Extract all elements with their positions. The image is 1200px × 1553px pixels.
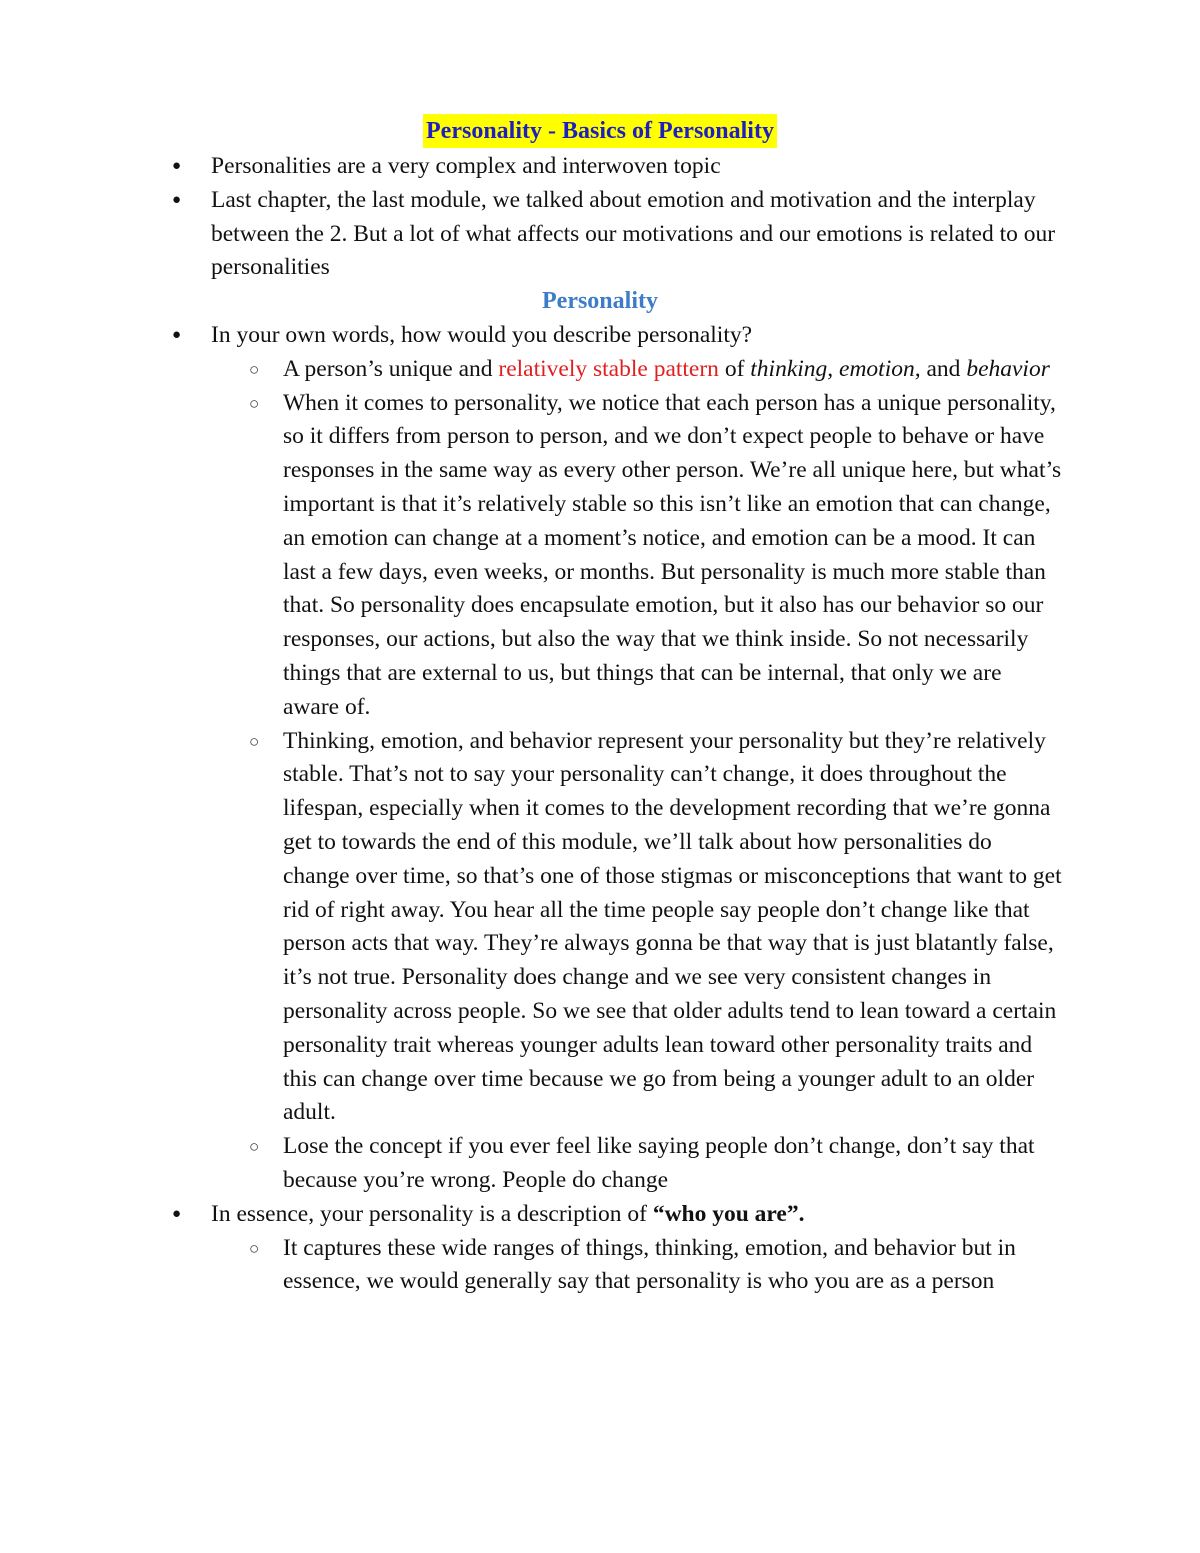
- sub-bullet-icon: ○: [249, 1238, 260, 1258]
- definition-text: of: [718, 355, 751, 382]
- title-line: [0, 114, 1200, 148]
- document-body: [0, 150, 1200, 1299]
- essence-bold: “who you are”.: [652, 1200, 805, 1227]
- sub-list-item: [0, 353, 1063, 387]
- list-item: [0, 1198, 1071, 1232]
- sub-list-item-text: It captures these wide ranges of things, thinking, emotion, and behavior but in essence, we would generally say that personality is who you are as a person: [283, 1234, 1016, 1295]
- sub-list-item: [0, 1130, 1063, 1198]
- sub-bullet-icon: ○: [249, 393, 260, 413]
- sub-list-item: [0, 1232, 1063, 1300]
- sub-list-item: [0, 387, 1063, 725]
- definition-text: A person’s unique and: [283, 355, 499, 382]
- question-text: In your own words, how would you describe personality?: [211, 321, 753, 348]
- sub-bullet-icon: ○: [249, 359, 260, 379]
- bullet-icon: ●: [172, 1205, 182, 1222]
- list-item: [0, 184, 1071, 285]
- list-item: [0, 319, 1071, 353]
- sub-bullet-icon: ○: [249, 731, 260, 751]
- sub-list-item: [0, 725, 1063, 1131]
- list-item: [0, 150, 1071, 184]
- definition-text: and: [920, 355, 967, 382]
- list-item-text: Personalities are a very complex and interwoven topic: [211, 153, 721, 179]
- bullet-icon: ●: [172, 326, 182, 343]
- list-item-text: Last chapter, the last module, we talked about emotion and motivation and the interplay between the 2. But a lot of what affects our motivations and our emotions is related to our personalities: [211, 186, 1056, 281]
- section-heading: Personality: [542, 288, 658, 315]
- bullet-icon: ●: [172, 158, 182, 174]
- sub-list-item-text: When it comes to personality, we notice that each person has a unique personality, so it differs from person to person, and we don’t expect people to behave or have responses in the same way as every other person. We’re all unique here, but what’s important is that it’s relatively stable so this isn’t like an emotion that can change, an emotion can change at a moment’s notice, and emotion can be a mood. It can last a few days, even weeks, or months. But personality is much more stable than that. So personality does encapsulate emotion, but it also has our behavior so our responses, our actions, but also the way that we think inside. So not necessarily things that are external to us, but things that can be internal, that only we are aware of.: [283, 389, 1062, 720]
- sub-list-item-text: Lose the concept if you ever feel like saying people don’t change, don’t say that because you’re wrong. People do change: [283, 1133, 1035, 1193]
- definition-italic: behavior: [966, 355, 1050, 382]
- sub-list-item-text: Thinking, emotion, and behavior represent your personality but they’re relatively stable. That’s not to say your personality can’t change, it does throughout the lifespan, especially when it comes to the development recording that we’re gonna get to towards the end of this module, we’ll talk about how personalities do change over time, so that’s one of those stigmas or misconceptions that want to get rid of right away. You hear all the time people say people don’t change like that person acts that way. They’re always gonna be that way that is just blatantly false, it’s not true. Personality does change and we see very consistent changes in personality across people. So we see that older adults tend to lean toward a certain personality trait whereas younger adults lean toward other personality traits and this can change over time because we go from being a younger adult to an older adult.: [283, 727, 1062, 1126]
- definition-italic: thinking, emotion,: [750, 355, 921, 382]
- page-title: Personality - Basics of Personality: [423, 114, 777, 148]
- definition-emphasis: relatively stable pattern: [498, 355, 719, 382]
- bullet-icon: ●: [172, 191, 182, 208]
- sub-bullet-icon: ○: [249, 1137, 260, 1157]
- essence-text: In essence, your personality is a description of: [211, 1200, 653, 1227]
